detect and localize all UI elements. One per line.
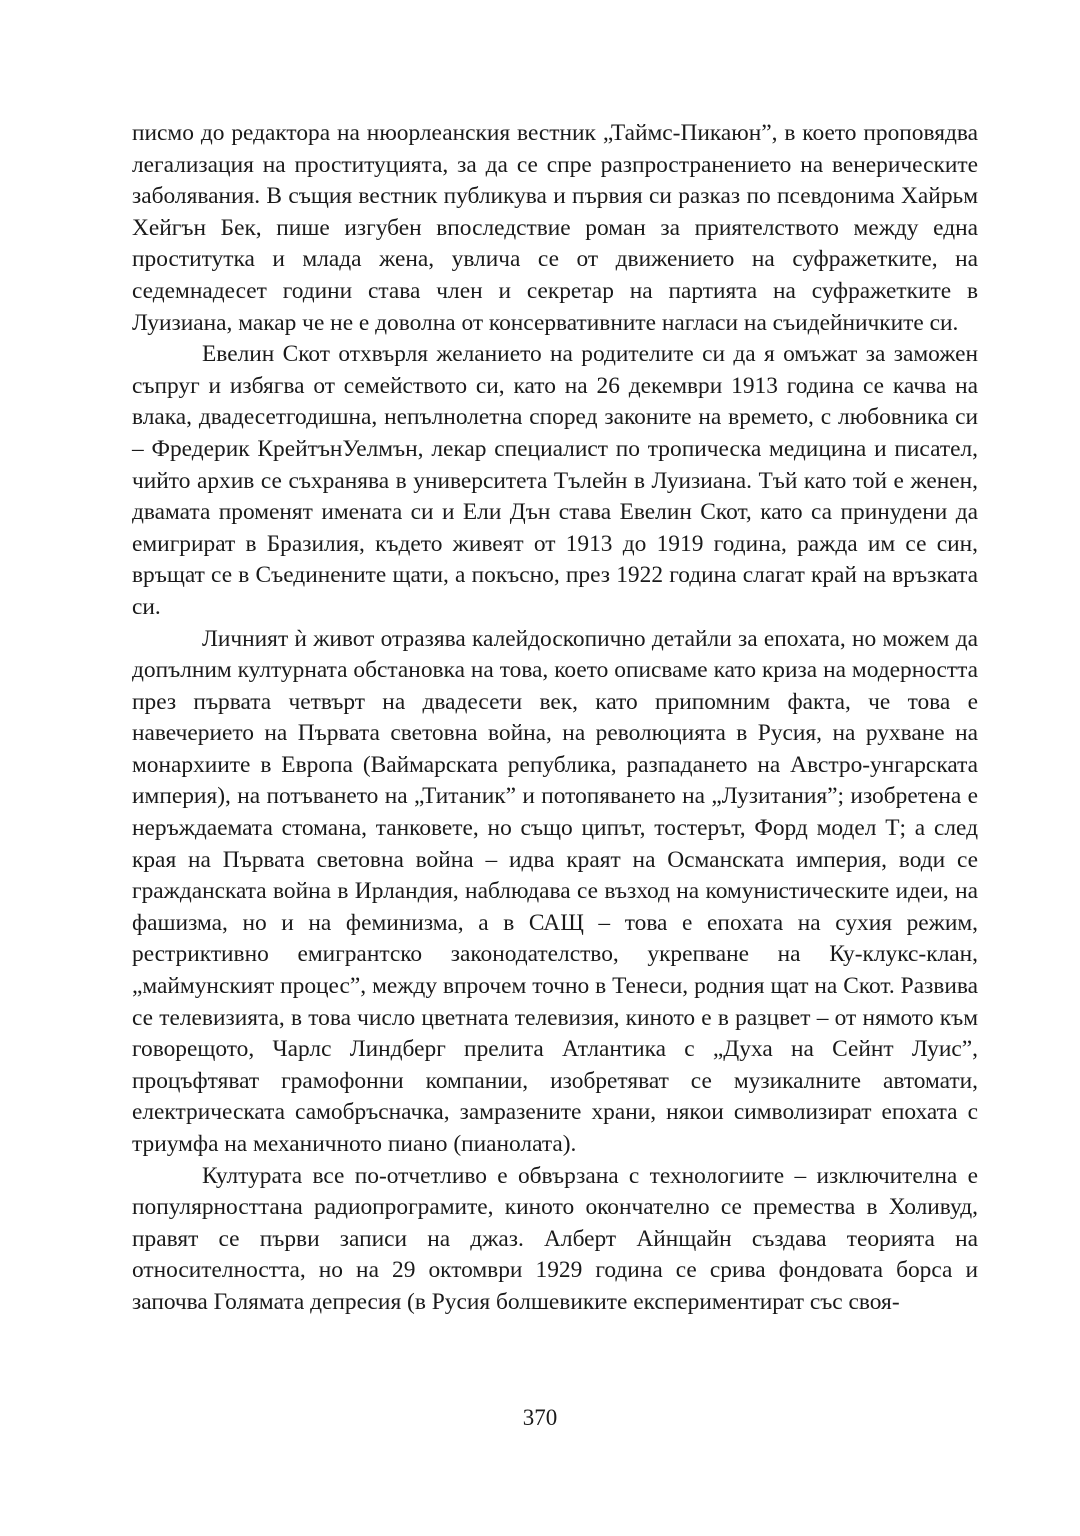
- paragraph-3: Личният ѝ живот отразява калейдоскопично детайли за епохата, но можем да допълним културната обстановка на това, което описваме като криза на модерността през първата четвърт на двадесети век, като припомним факта, че това е навечерието на Първата световна война, на революцията в Русия, на рухване на монархиите в Европа (Ваймарската република, разпадането на Австро-унгарската империя), на потъването на „Титаник” и потопяването на „Лузитания”; изобретена е неръждаемата стомана, танковете, но също ципът, тостерът, Форд модел Т; а след края на Първата световна война – идва краят на Османската империя, води се гражданската война в Ирландия, наблюдава се възход на комунистическите идеи, на фашизма, но и на феминизма, а в САЩ – това е епохата на сухия режим, рестриктивно емигрантско законодателство, укрепване на Ку-клукс-клан, „маймунският процес”, между впрочем точно в Тенеси, родния щат на Скот. Развива се телевизията, в това число цветната телевизия, киното е в разцвет – от нямото към говорещото, Чарлс Линдберг прелита Атлантика с „Духа на Сейнт Луис”, процъфтяват грамофонни компании, изобретяват се музикалните автомати, електрическата самобръсначка, замразените храни, някои символизират епохата с триумфа на механичното пиано (пианолата).: [132, 625, 978, 1157]
- page-body: [132, 118, 978, 1319]
- paragraph-4: Културата все по-отчетливо е обвързана с технологиите – изключителна е популярносттана радиопрограмите, киното окончателно се премества в Холивуд, правят се първи записи на джаз. Алберт Айнщайн създава теорията на относителността, но на 29 октомври 1929 година се срива фондовата борса и започва Голямата депресия (в Русия болшевиките експериментират със своя-: [132, 1162, 978, 1315]
- paragraph-2: Евелин Скот отхвърля желанието на родителите си да я омъжат за заможен съпруг и избягва от семейството си, като на 26 декември 1913 година се качва на влака, двадесетгодишна, непълнолетна според законите на времето, с любовника си – Фредерик КрейтънУелмън, лекар специалист по тропическа медицина и писател, чийто архив се съхранява в университета Тълейн в Луизиана. Тъй като той е женен, двамата променят имената си и Ели Дън става Евелин Скот, като са принудени да емигрират в Бразилия, където живеят от 1913 до 1919 година, ражда им се син, връщат се в Съединените щати, а покъсно, през 1922 година слагат край на връзката си.: [132, 341, 978, 620]
- page-number: 370: [522, 1405, 558, 1430]
- paragraph-1: писмо до редактора на нюорлеанския вестник „Таймс-Пикаюн”, в което проповядва легализация на проституцията, за да се спре разпространението на венерическите заболявания. В същия вестник публикува и първия си разказ по псевдонима Хайрьм Хейгън Бек, пише изгубен впоследствие роман за приятелството между една проститутка и млада жена, увлича се от движението на суфражетките, на седемнадесет години става член и секретар на партията на суфражетките в Луизиана, макар че не е доволна от консервативните нагласи на съидейничките си.: [132, 120, 978, 336]
